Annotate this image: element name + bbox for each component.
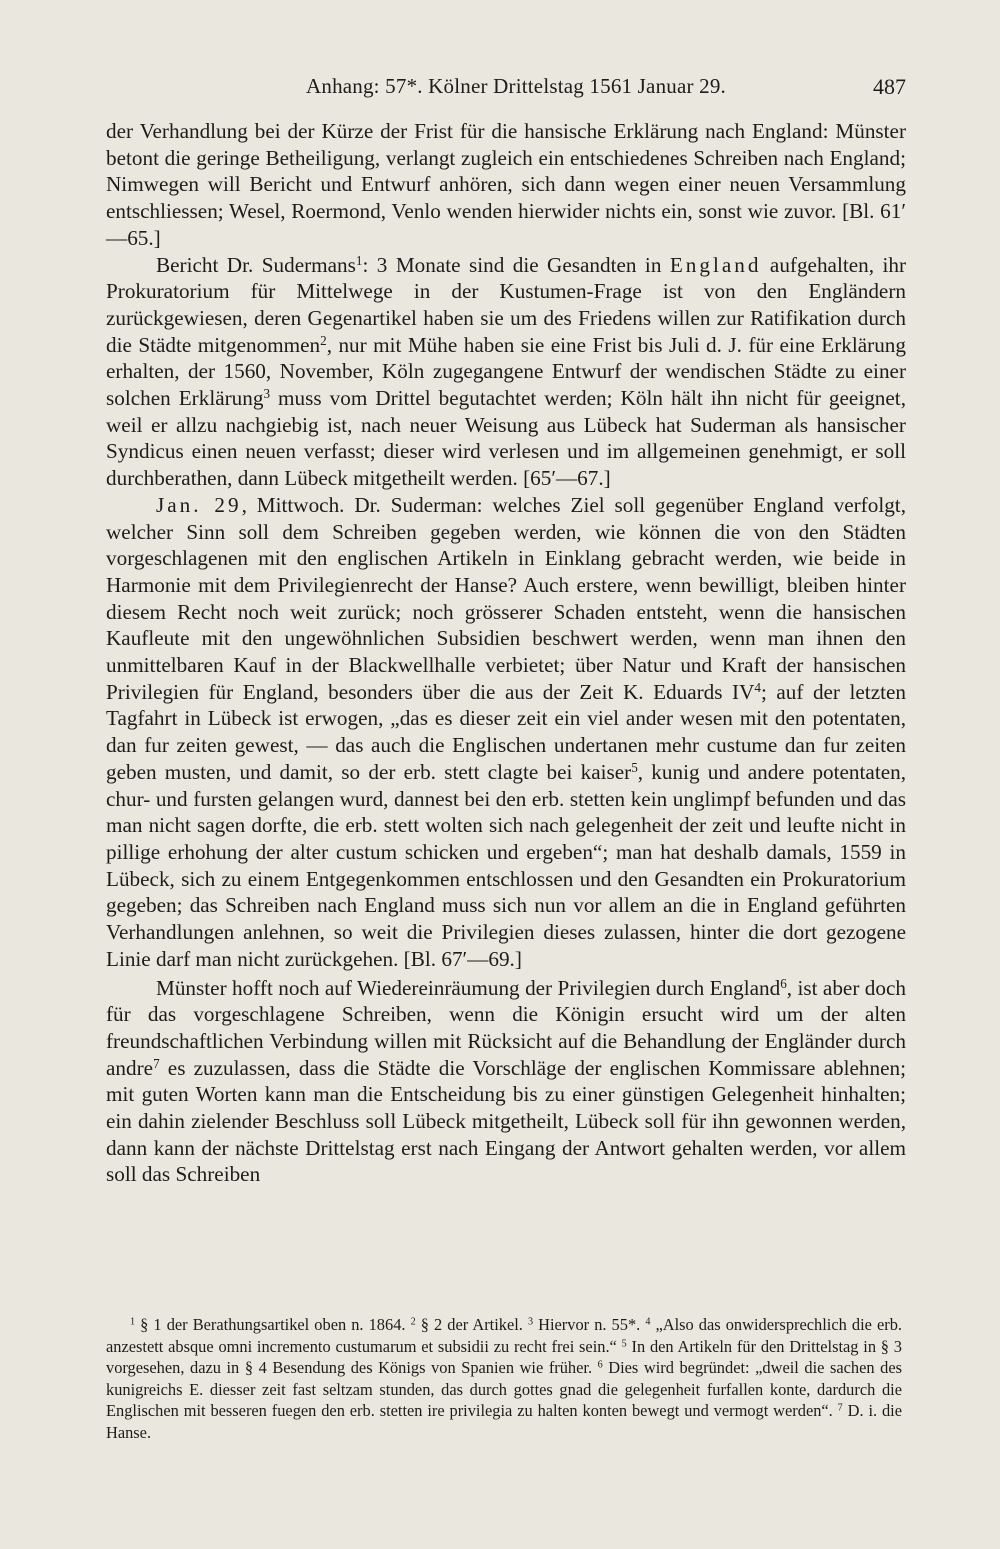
footnote-ref: 4: [754, 679, 761, 695]
footnote-ref: 2: [320, 332, 327, 348]
footnote-block: [106, 1314, 902, 1444]
footnote-ref: 6: [780, 975, 787, 991]
page-number: 487: [873, 74, 906, 99]
footnote-text: § 2 der Artikel.: [415, 1315, 528, 1334]
paragraph-4: [106, 975, 906, 1189]
running-title: Anhang: 57*. Kölner Drittelstag 1561 Januar 29.: [306, 74, 726, 98]
footnote-ref: 3: [263, 385, 271, 401]
footnote-mark: 3: [527, 1316, 534, 1328]
main-text: [106, 118, 906, 1188]
footnote-text: D. i. die Hanse.: [106, 1401, 903, 1442]
paragraph-text: , ist aber doch für das vorgeschlagene Schreiben, wenn die Königin ersucht wird um der alten freundschaftlichen Verbindung willen mit Rücksicht auf die Behandlung der Engländer durch andre: [106, 975, 906, 1080]
footnote-mark: 2: [410, 1316, 416, 1328]
footnote-mark: 1: [130, 1316, 136, 1328]
paragraph-text: es zuzulassen, dass die Städte die Vorschläge der englischen Kommissare ablehnen; mit guten Worten kann man die Entscheidung bis zu einer günstigen Gelegenheit hinhalten; ein dahin zielender Beschluss soll Lübeck mitgetheilt, Lübeck soll für ihn gewonnen werden, dann kann der nächste Drittelstag erst nach Eingang der Antwort gehalten werden, vor allem soll das Schreiben: [106, 1055, 906, 1187]
paragraph-2: [106, 252, 906, 492]
paragraph-3: [106, 492, 906, 973]
paragraph-1: [106, 118, 906, 252]
paragraph-text: , kunig und andere potentaten, chur- und fursten gelangen wurd, dannest bei den erb. stetten kein unglimpf befunden und das man nicht sagen dorfte, die erb. stett wolten sich nach gelegenheit der zeit und leufte nicht in pillige erhohung der alter custum schicken und ergeben“; man hat deshalb damals, 1559 in Lübeck, sich zu einem Entgegenkommen entschlossen und den Gesandten ein Prokuratorium gegeben; das Schreiben nach England muss sich nun vor allem an die in England geführten Verhandlungen anlehnen, so weit die Privilegien dieses zulassen, hinter die dort gezogene Linie darf man nicht zurückgehen. [Bl. 67′—69.]: [106, 759, 906, 971]
footnote-text: § 1 der Berathungsartikel oben n. 1864.: [135, 1315, 411, 1334]
page-header: [106, 74, 906, 104]
paragraph-text: der Verhandlung bei der Kürze der Frist für die hansische Erklärung nach England: Münster betont die geringe Betheiligung, verlangt zugleich ein entschiedenes Schreiben nach England; Nimwegen will Bericht und Entwurf anhören, sich dann wegen einer neuen Versammlung entschliessen; Wesel, Roermond, Venlo wenden hierwider nichts ein, sonst wie zuvor. [Bl. 61′—65.]: [106, 119, 906, 250]
paragraph-text: : 3 Monate sind die Gesandten in: [362, 252, 670, 277]
footnote-mark: 4: [645, 1316, 651, 1328]
paragraph-text: Münster hofft noch auf Wiedereinräumung der Privilegien durch England: [156, 975, 781, 1000]
paragraph-text: Bericht Dr. Sudermans: [156, 252, 356, 277]
date-heading: Jan. 29: [156, 492, 242, 517]
footnote-ref: 7: [153, 1055, 160, 1071]
footnote-ref: 1: [355, 252, 363, 268]
paragraph-text: , nur mit Mühe haben sie eine Frist bis Juli d. J. für eine Erklärung erhalten, der 1560, November, Köln zugegangene Entwurf der wendischen Städte zu einer solchen Erklärung: [106, 332, 906, 411]
footnote-mark: 7: [837, 1402, 843, 1414]
paragraph-text: ; auf der letzten Tagfahrt in Lübeck ist erwogen, „das es dieser zeit ein viel ander wesen mit den potentaten, dan fur zeiten gewest, — das auch die Englischen undertanen mehr custume dan fur zeiten geben musten, und damit, so der erb. stett clagte bei kaiser: [106, 679, 906, 784]
footnote-mark: 5: [621, 1338, 627, 1350]
footnote-text: In den Artikeln für den Drittelstag in § 3 vorgesehen, dazu in § 4 Besendung des Königs von Spanien wie früher.: [106, 1336, 902, 1378]
paragraph-text: muss vom Drittel begutachtet werden; Köln hält ihn nicht für geeignet, weil er allzu nachgiebig ist, nach neuer Weisung aus Lübeck hat Suderman als hansischer Syndicus einen neuen verfasst; dieser wird verlesen und im allgemeinen genehmigt, er soll durchberathen, dann Lübeck mitgetheilt werden. [65′—67.]: [106, 386, 906, 491]
footnote-text: Dies wird begründet: „dweil die sachen des kunigreichs E. diesser zeit fast seltzam stunden, das durch gottes gnad die gelegenheit furfallen konte, dardurch die Englischen mit besseren fuegen den erb. stetten ire privilegia zu halten konten bewegt und vermogt werden“.: [106, 1358, 902, 1421]
footnote-ref: 5: [631, 759, 638, 775]
footnote-text: Hiervor n. 55*.: [533, 1315, 646, 1334]
footnote-text: „Also das onwidersprechlich die erb. anzestett absque omni incremento custumarum et subsidii zu recht frei sein.“: [106, 1315, 902, 1356]
paragraph-text: aufgehalten, ihr Prokuratorium für Mittelwege in der Kustumen-Frage ist von den Engländern zurückgewiesen, deren Gegenartikel haben sie um des Friedens willen zur Ratifikation durch die Städte mitgenommen: [106, 252, 907, 357]
footnotes: [106, 1314, 902, 1444]
spaced-word: England: [669, 252, 762, 277]
footnote-mark: 6: [597, 1359, 603, 1371]
paragraph-text: , Mittwoch. Dr. Suderman: welches Ziel soll gegenüber England verfolgt, welcher Sinn soll dem Schreiben gegeben werden, wie können die von den Städten vorgeschlagenen mit den englischen Artikeln in Einklang gebracht werden, wie beide in Harmonie mit dem Privilegienrecht der Hanse? Auch erstere, wenn bewilligt, bleiben hinter diesem Recht noch weit zurück; noch grösserer Schaden entsteht, wenn die hansischen Kaufleute mit den ungewöhnlichen Subsidien beschwert werden, wenn man ihnen den unmittelbaren Kauf in der Blackwellhalle verbietet; über Natur und Kraft der hansischen Privilegien für England, besonders über die aus der Zeit K. Eduards IV: [106, 492, 906, 704]
